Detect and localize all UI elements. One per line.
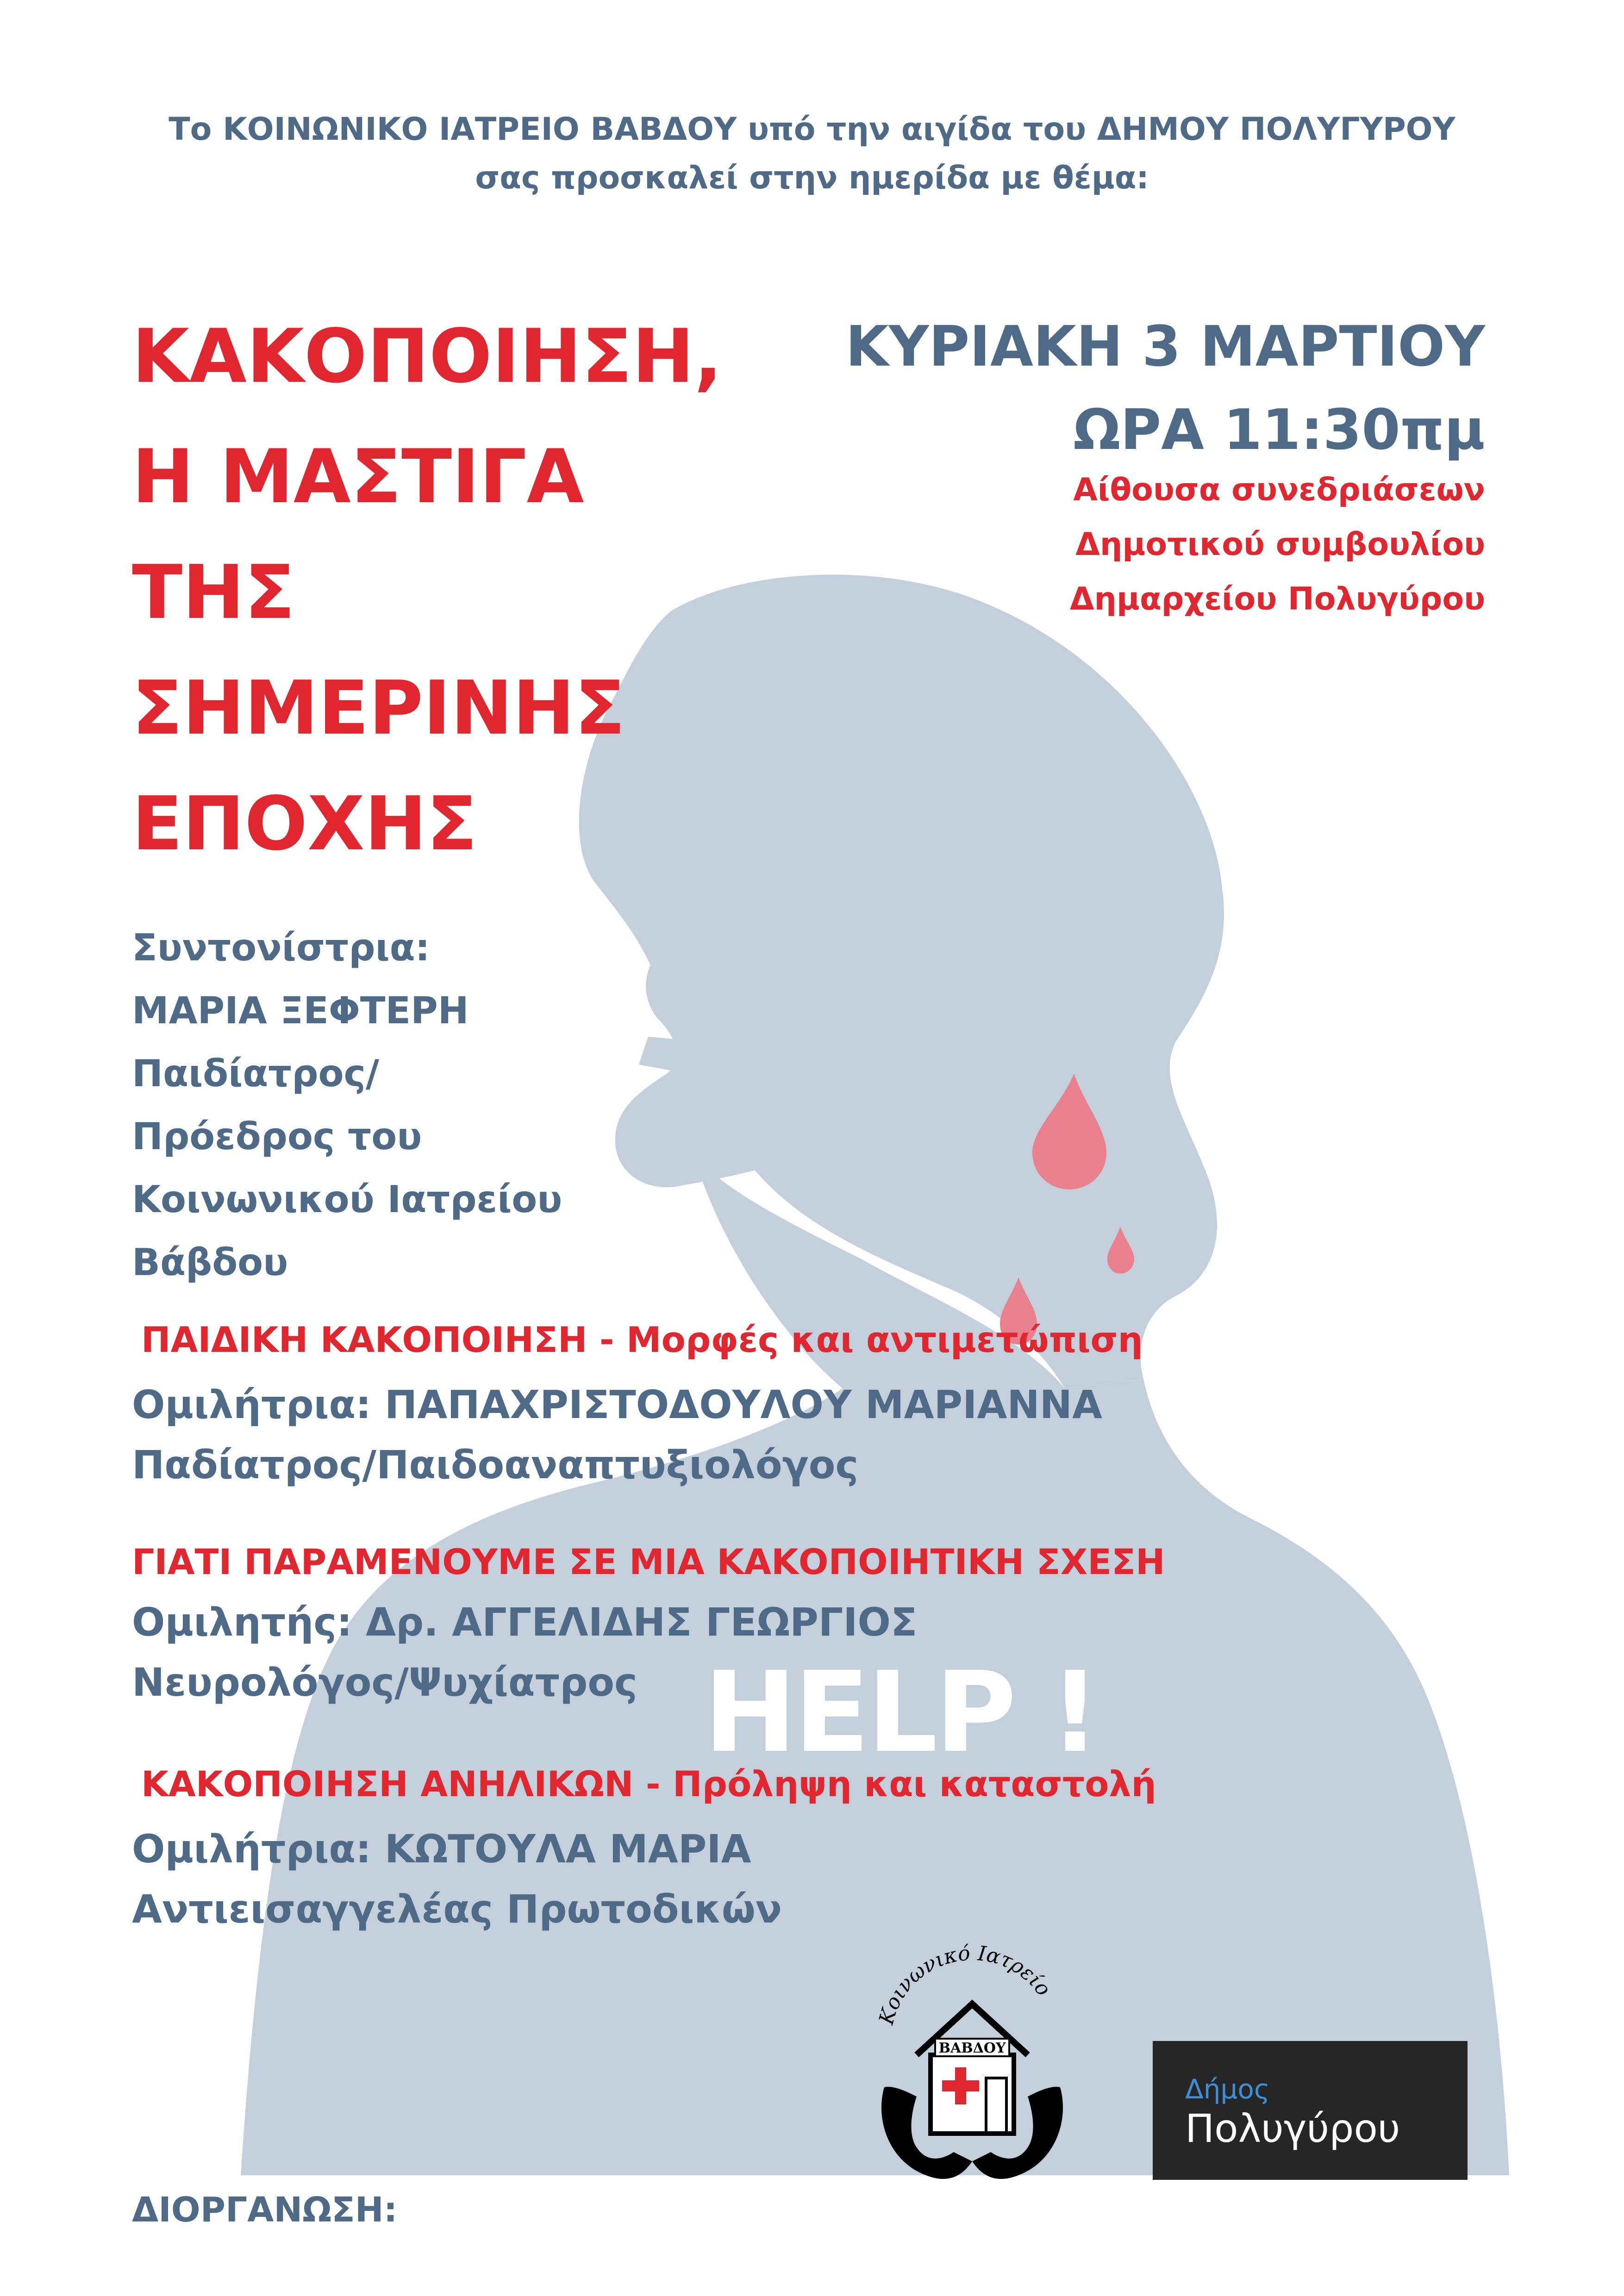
venue-line-3: Δημαρχείου Πολυγύρου [1069,581,1485,617]
municipality-logo-line-2: Πολυγύρου [1185,2106,1400,2151]
coordinator-role-3: Κοινωνικού Ιατρείου [132,1178,562,1221]
talk-1-speaker: Ομιλήτρια: ΠΑΠΑΧΡΙΣΤΟΔΟΥΛΟΥ ΜΑΡΙΑΝΝΑ [132,1382,1102,1427]
event-time: ΩΡΑ 11:30πμ [1073,398,1485,462]
title-line-4: ΣΗΜΕΡΙΝΗΣ [132,665,625,751]
event-date: ΚΥΡΙΑΚΗ 3 ΜΑΡΤΙΟΥ [845,315,1485,379]
talk-1-role: Παδίατρος/Παιδοαναπτυξιολόγος [132,1442,859,1487]
intro-line-1: Το ΚΟΙΝΩΝΙΚΟ ΙΑΤΡΕΙΟ ΒΑΒΔΟΥ υπό την αιγίδα του ΔΗΜΟΥ ΠΟΛΥΓΥΡΟΥ [169,111,1455,148]
municipality-logo-line-1: Δήμος [1185,2073,1270,2105]
clinic-logo-graphic [847,1902,1097,2198]
venue-line-2: Δημοτικού συμβουλίου [1075,526,1485,563]
talk-2-topic: ΓΙΑΤΙ ΠΑΡΑΜΕΝΟΥΜΕ ΣΕ ΜΙΑ ΚΑΚΟΠΟΙΗΤΙΚΗ ΣΧΕΣΗ [132,1541,1165,1582]
help-text: HELP ! [704,1648,1098,1777]
talk-2-speaker: Ομιλητής: Δρ. ΑΓΓΕΛΙΔΗΣ ΓΕΩΡΓΙΟΣ [132,1599,918,1645]
venue-line-1: Αίθουσα συνεδριάσεων [1073,472,1485,508]
coordinator-label: Συντονίστρια: [132,926,430,969]
coordinator-name: ΜΑΡΙΑ ΞΕΦΤΕΡΗ [132,989,469,1032]
intro-line-2: σας προσκαλεί στην ημερίδα με θέμα: [475,160,1149,196]
talk-3-role: Αντιεισαγγελέας Πρωτοδικών [132,1886,782,1932]
clinic-logo-name: ΒΑΒΔΟΥ [938,2040,1006,2056]
coordinator-role-2: Πρόεδρος του [132,1115,422,1158]
municipality-logo [1153,2041,1468,2180]
talk-2-role: Νευρολόγος/Ψυχίατρος [132,1660,637,1705]
title-line-5: ΕΠΟΧΗΣ [132,780,477,867]
clinic-logo-arc-text: Κοινωνικό Ιατρείο [874,1941,1056,2028]
title-line-3: ΤΗΣ [132,549,295,635]
talk-1-topic: ΠΑΙΔΙΚΗ ΚΑΚΟΠΟΙΗΣΗ - Μορφές και αντιμετώπιση [141,1319,1143,1360]
talk-3-topic: ΚΑΚΟΠΟΙΗΣΗ ΑΝΗΛΙΚΩΝ - Πρόληψη και καταστολή [141,1763,1156,1804]
talk-3-speaker: Ομιλήτρια: ΚΩΤΟΥΛΑ ΜΑΡΙΑ [132,1826,751,1872]
title-line-2: Η ΜΑΣΤΙΓΑ [132,433,584,520]
coordinator-role-1: Παιδίατρος/ [132,1052,380,1095]
organizer-label: ΔΙΟΡΓΑΝΩΣΗ: [132,2190,398,2230]
clinic-logo [847,1902,1097,2198]
title-line-1: ΚΑΚΟΠΟΙΗΣΗ, [132,313,723,399]
coordinator-role-4: Βάβδου [132,1241,288,1284]
